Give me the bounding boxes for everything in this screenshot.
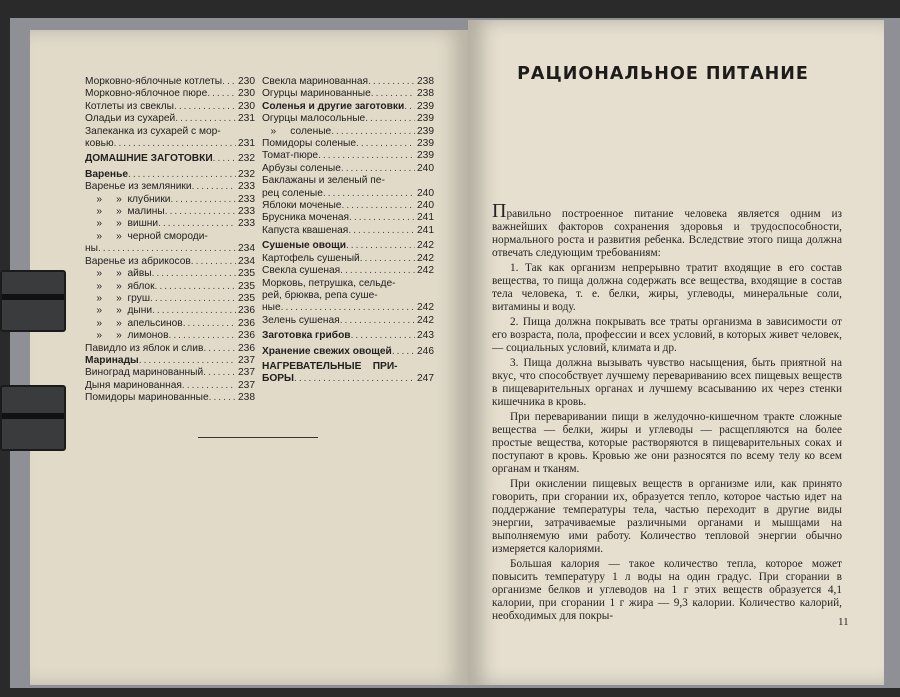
toc-leader-dots: [155, 281, 236, 293]
toc-entry-page: 239: [417, 125, 434, 137]
toc-leader-dots: [222, 76, 236, 88]
toc-leader-dots: [152, 268, 236, 280]
toc-entry: [85, 281, 255, 293]
toc-entry: [262, 278, 434, 290]
toc-entry-page: 230: [238, 88, 255, 100]
toc-entry-title: Огурцы малосольные: [262, 113, 366, 125]
toc-entry: [85, 101, 255, 113]
toc-entry-title: Виноград маринованный: [85, 367, 204, 379]
toc-entry-page: 236: [238, 342, 255, 354]
toc-entry-page: 237: [238, 354, 255, 366]
toc-entry-page: 236: [238, 305, 255, 317]
toc-entry-page: 235: [238, 280, 255, 292]
toc-entry-page: 247: [417, 373, 434, 385]
toc-entry-page: 240: [417, 187, 434, 199]
toc-entry: [85, 194, 255, 206]
toc-entry-title: » » малины: [85, 206, 165, 218]
toc-entry-title: БОРЫ: [262, 373, 295, 385]
toc-entry-page: 241: [417, 212, 434, 224]
toc-leader-dots: [182, 380, 236, 392]
toc-entry-page: 239: [417, 100, 434, 112]
toc-entry: [262, 212, 434, 224]
toc-entry: [262, 315, 434, 327]
toc-entry: [262, 150, 434, 162]
binder-clip-bottom: [0, 385, 66, 451]
toc-leader-dots: [368, 76, 415, 88]
toc-entry: [262, 126, 434, 138]
toc-entry-title: Морковь, петрушка, сельде-: [262, 277, 396, 289]
toc-entry-page: 232: [238, 153, 255, 165]
toc-leader-dots: [175, 113, 236, 125]
toc-entry-page: 235: [238, 292, 255, 304]
toc-entry: [85, 169, 255, 181]
toc-entry-page: 240: [417, 162, 434, 174]
toc-entry: [262, 163, 434, 175]
toc-entry-title: Варенье из абрикосов: [85, 255, 191, 267]
toc-entry-title: Запеканка из сухарей с мор-: [85, 125, 221, 137]
toc-entry-title: Варенье из земляники: [85, 181, 192, 193]
toc-leader-dots: [174, 101, 236, 113]
toc-leader-dots: [340, 265, 415, 277]
toc-entry-title: » » груш: [85, 292, 150, 304]
toc-leader-dots: [203, 343, 236, 355]
drop-cap: П: [492, 200, 507, 222]
toc-leader-dots: [139, 355, 236, 367]
toc-entry: [262, 290, 434, 302]
toc-entry-page: 238: [238, 392, 255, 404]
toc-entry-title: Павидло из яблок и слив: [85, 342, 204, 354]
paragraph: 1. Так как организм непрерывно тратит входящие в его состав вещества, то пища должна содержать все вещества, входящие в состав тела человека, т. е. белки, жиры, углеводы, минеральные соли, витамины и воду.: [492, 262, 842, 313]
toc-entry-title: » » лимонов: [85, 330, 169, 342]
toc-entry: [262, 253, 434, 265]
toc-entry: [262, 88, 434, 100]
toc-leader-dots: [203, 367, 236, 379]
toc-entry-title: ные: [262, 302, 281, 314]
toc-entry-page: 238: [417, 76, 434, 87]
toc-entry-page: 243: [417, 330, 434, 342]
toc-entry-title: ДОМАШНИЕ ЗАГОТОВКИ: [85, 153, 213, 165]
toc-entry-page: 235: [238, 268, 255, 280]
toc-leader-dots: [341, 163, 415, 175]
toc-entry-title: Свекла сушеная: [262, 265, 341, 277]
toc-entry-title: Помидоры маринованные: [85, 392, 209, 404]
toc-leader-dots: [392, 346, 415, 358]
toc-entry-title: Арбузы соленые: [262, 162, 341, 174]
toc-leader-dots: [171, 194, 237, 206]
toc-entry: [85, 367, 255, 379]
toc-entry: [262, 188, 434, 200]
toc-entry-page: 241: [417, 224, 434, 236]
toc-entry-page: 231: [238, 113, 255, 125]
toc-leader-dots: [348, 225, 415, 237]
toc-leader-dots: [294, 373, 415, 385]
toc-entry: [85, 392, 255, 404]
toc-entry-page: 242: [417, 265, 434, 277]
toc-entry-title: » соленые: [262, 125, 332, 137]
divider-line: [198, 437, 318, 438]
toc-entry: [85, 380, 255, 392]
body-text: [492, 200, 842, 625]
toc-entry-page: 236: [238, 317, 255, 329]
toc-entry-title: рец соленые: [262, 187, 323, 199]
toc-entry-page: 236: [238, 330, 255, 342]
toc-entry: [262, 373, 434, 385]
toc-leader-dots: [371, 88, 415, 100]
toc-entry-page: 242: [417, 314, 434, 326]
page-number: 11: [838, 616, 849, 628]
toc-entry: [85, 330, 255, 342]
toc-leader-dots: [158, 218, 236, 230]
paragraph: При окислении пищевых веществ в организме или, как принято говорить, при сгорании их, образуется тепло, которое частью идет на поддержание температуры тела, частью переходит в другие виды энергии, затрачиваемые различными органами и мышцами на выполняемую ими работу. Количество тепловой энергии обычно измеряется калориями.: [492, 478, 842, 555]
toc-entry-title: » » апельсинов: [85, 317, 183, 329]
toc-entry-page: 246: [417, 345, 434, 357]
toc-entry: [85, 243, 255, 255]
toc-entry-page: 232: [238, 168, 255, 180]
toc-entry: [262, 346, 434, 358]
toc-leader-dots: [152, 305, 236, 317]
toc-entry-title: Заготовка грибов: [262, 330, 351, 342]
toc-entry: [85, 88, 255, 100]
toc-leader-dots: [150, 293, 236, 305]
paragraph: 2. Пища должна покрывать все траты организма в зависимости от его возраста, пола, профессии и всех условий, в которых живет человек, — социальных условий, климата и др.: [492, 316, 842, 354]
toc-entry: [262, 101, 434, 113]
toc-entry-title: Капуста квашеная: [262, 224, 349, 236]
toc-leader-dots: [318, 150, 415, 162]
toc-entry-page: 242: [417, 302, 434, 314]
toc-leader-dots: [360, 253, 415, 265]
toc-leader-dots: [207, 88, 236, 100]
toc-entry-page: 240: [417, 200, 434, 212]
toc-entry-title: Хранение свежих овощей: [262, 345, 392, 357]
toc-entry-title: Дыня маринованная: [85, 379, 182, 391]
toc-leader-dots: [356, 138, 415, 150]
paragraph: Правильно построенное питание человека является одним из важнейших факторов сохранения здоровья и трудоспособности, нормального роста и развития ребенка. Вследствие этого пища должна отвечать следующим требованиям:: [492, 200, 842, 259]
toc-entry-title: Соленья и другие заготовки: [262, 100, 405, 112]
toc-leader-dots: [281, 302, 415, 314]
toc-entry: [85, 293, 255, 305]
toc-entry-title: Яблоки моченые: [262, 200, 342, 212]
toc-leader-dots: [168, 330, 236, 342]
toc-entry-title: ковью: [85, 138, 114, 150]
toc-entry-page: 234: [238, 255, 255, 267]
toc-entry: [85, 256, 255, 268]
toc-entry-page: 233: [238, 193, 255, 205]
toc-column-left: [85, 76, 255, 405]
toc-entry: [262, 225, 434, 237]
toc-entry-title: Свекла маринованная: [262, 76, 369, 87]
toc-entry-title: » » дыни: [85, 305, 153, 317]
toc-entry-page: 242: [417, 252, 434, 264]
page-title: РАЦИОНАЛЬНОЕ ПИТАНИЕ: [517, 64, 809, 84]
toc-entry-page: 239: [417, 138, 434, 150]
toc-entry-title: Морковно-яблочное пюре: [85, 88, 208, 100]
toc-entry-title: » » яблок: [85, 280, 155, 292]
toc-entry: [262, 175, 434, 187]
toc-entry-title: Баклажаны и зеленый пе-: [262, 175, 385, 187]
toc-entry-page: 234: [238, 243, 255, 255]
toc-entry-page: 237: [238, 379, 255, 391]
toc-entry-title: ны: [85, 243, 98, 255]
toc-entry: [262, 138, 434, 150]
toc-entry: [85, 318, 255, 330]
toc-entry: [262, 361, 434, 373]
toc-entry: [85, 268, 255, 280]
toc-entry-title: Оладьи из сухарей: [85, 113, 176, 125]
toc-leader-dots: [351, 330, 415, 342]
toc-entry: [262, 302, 434, 314]
toc-leader-dots: [213, 153, 236, 165]
toc-entry-page: 233: [238, 218, 255, 230]
toc-entry-title: Котлеты из свеклы: [85, 100, 174, 112]
toc-entry-title: Зелень сушеная: [262, 314, 340, 326]
toc-leader-dots: [349, 212, 415, 224]
toc-entry: [85, 218, 255, 230]
toc-leader-dots: [340, 315, 415, 327]
toc-entry-page: 230: [238, 76, 255, 87]
toc-entry: [85, 113, 255, 125]
toc-entry: [85, 206, 255, 218]
toc-entry: [85, 355, 255, 367]
toc-entry-title: Сушеные овощи: [262, 240, 346, 252]
toc-entry-title: » » айвы: [85, 268, 152, 280]
toc-entry-title: » » клубники: [85, 193, 171, 205]
toc-entry: [85, 231, 255, 243]
toc-entry-page: 239: [417, 150, 434, 162]
paragraph: Большая калория — такое количество тепла, которое может повысить температуру 1 л воды на один градус. При сгорании в организме белков и углеводов на 1 г этих веществ образуется 4,1 калории, при сгорании 1 г жира — 9,3 калории. Количество калорий, необходимых для покры-: [492, 558, 842, 622]
toc-leader-dots: [98, 243, 236, 255]
toc-entry: [262, 240, 434, 252]
toc-leader-dots: [191, 256, 236, 268]
toc-entry-page: 239: [417, 113, 434, 125]
toc-entry-title: » » вишни: [85, 218, 159, 230]
toc-entry: [262, 113, 434, 125]
toc-entry-title: НАГРЕВАТЕЛЬНЫЕ ПРИ-: [262, 360, 398, 372]
toc-entry: [85, 138, 255, 150]
toc-leader-dots: [192, 181, 236, 193]
toc-leader-dots: [183, 318, 236, 330]
toc-entry-page: 233: [238, 181, 255, 193]
toc-leader-dots: [128, 169, 236, 181]
toc-entry-title: Помидоры соленые: [262, 138, 356, 150]
toc-entry-title: Морковно-яблочные котлеты: [85, 76, 223, 87]
toc-entry-title: Варенье: [85, 168, 128, 180]
toc-entry: [85, 126, 255, 138]
toc-entry-title: Брусника моченая: [262, 212, 350, 224]
toc-leader-dots: [209, 392, 236, 404]
toc-entry: [85, 305, 255, 317]
toc-entry-page: 238: [417, 88, 434, 100]
toc-column-right: [262, 76, 434, 386]
toc-entry-title: » » черной смороди-: [85, 230, 208, 242]
toc-entry: [262, 330, 434, 342]
toc-leader-dots: [341, 200, 415, 212]
binder-clip-top: [0, 270, 66, 332]
toc-entry: [262, 265, 434, 277]
toc-entry-page: 237: [238, 367, 255, 379]
toc-leader-dots: [365, 113, 415, 125]
toc-entry-title: рей, брюква, репа суше-: [262, 289, 378, 301]
toc-entry-page: 231: [238, 138, 255, 150]
toc-entry: [262, 200, 434, 212]
paragraph: При переваривании пищи в желудочно-кишечном тракте сложные вещества — белки, жиры и углеводы — расщепляются на более простые вещества, которые растворяются в пищеварительных соках и поступают в кровь. Кровью же они разносятся по всему телу ко всем органам и тканям.: [492, 411, 842, 475]
toc-entry-title: Маринады: [85, 354, 139, 366]
toc-leader-dots: [323, 188, 415, 200]
toc-entry-title: Огурцы маринованные: [262, 88, 371, 100]
toc-entry: [262, 76, 434, 88]
toc-entry: [85, 343, 255, 355]
toc-leader-dots: [346, 240, 415, 252]
toc-leader-dots: [404, 101, 415, 113]
toc-entry-page: 230: [238, 100, 255, 112]
toc-leader-dots: [331, 126, 415, 138]
toc-entry: [85, 181, 255, 193]
toc-leader-dots: [165, 206, 236, 218]
toc-entry-page: 233: [238, 206, 255, 218]
paragraph: 3. Пища должна вызывать чувство насыщения, быть приятной на вкус, что способствует лучшему перевариванию всех пищевых веществ в пищеварительных органах и лучшему всасыванию их через стенки кишечника в кровь.: [492, 357, 842, 408]
toc-leader-dots: [114, 138, 236, 150]
toc-entry-title: Томат-пюре: [262, 150, 319, 162]
toc-entry-page: 242: [417, 240, 434, 252]
toc-entry: [85, 153, 255, 165]
toc-entry: [85, 76, 255, 88]
toc-entry-title: Картофель сушеный: [262, 252, 360, 264]
